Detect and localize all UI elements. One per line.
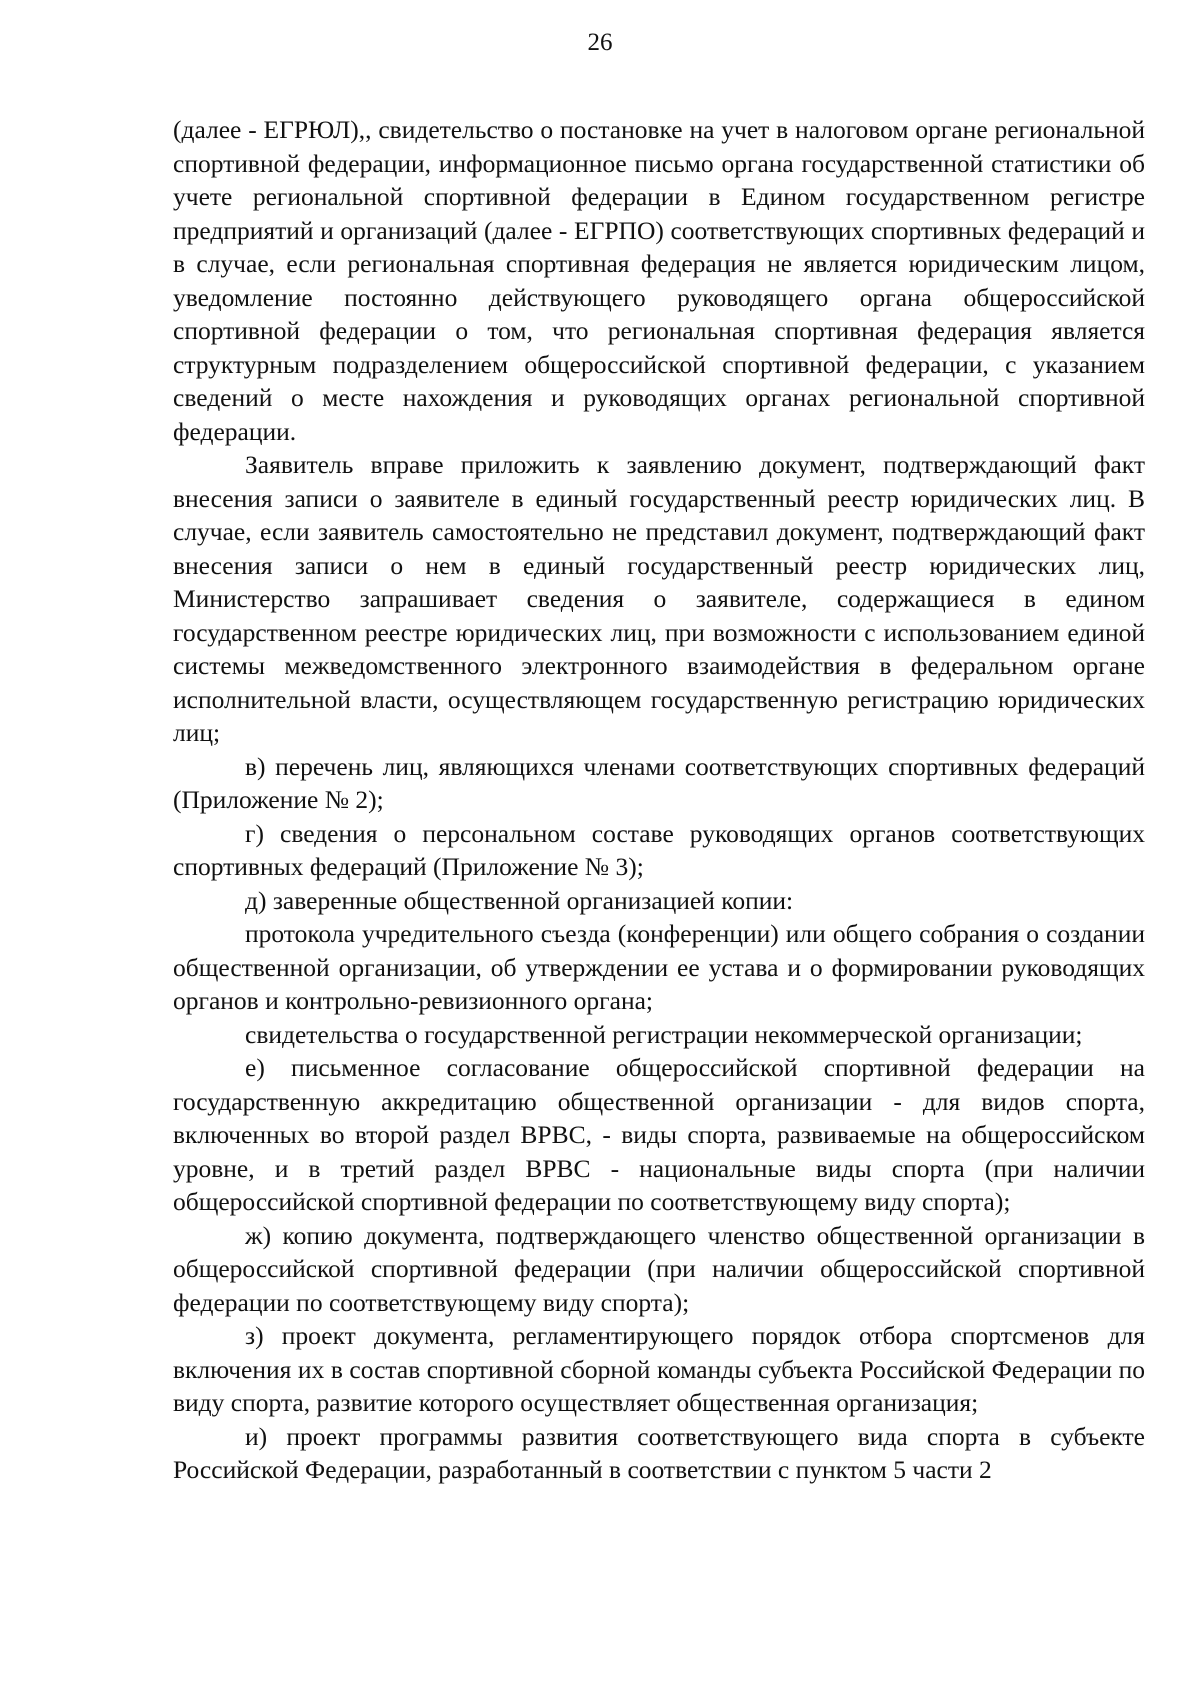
list-item-i: и) проект программы развития соответствующего вида спорта в субъекте Российской Федерации, разработанный в соответствии с пунктом 5 части 2 xyxy=(173,1421,1145,1484)
paragraph: (далее - ЕГРЮЛ),, свидетельство о постановке на учет в налоговом органе региональной спортивной федерации, информационное письмо органа государственной статистики об учете региональной спортивной федерации в Едином государственном регистре предприятий и организаций (далее - ЕГРПО) соответствующих спортивных федераций и в случае, если региональная спортивная федерация не является юридическим лицом, уведомление постоянно действующего руководящего органа общероссийской спортивной федерации о том, что региональная спортивная федерация является структурным подразделением общероссийской спортивной федерации, с указанием сведений о месте нахождения и руководящих органах региональной спортивной федерации. xyxy=(173,115,1145,446)
list-item-g: г) сведения о персональном составе руководящих органов соответствующих спортивных федераций (Приложение № 3); xyxy=(173,818,1145,881)
document-body xyxy=(173,113,1145,1487)
list-subitem-certificate: свидетельства о государственной регистрации некоммерческой организации; xyxy=(245,1019,1083,1049)
list-item-z: з) проект документа, регламентирующего порядок отбора спортсменов для включения их в состав спортивной сборной команды субъекта Российской Федерации по виду спорта, развитие которого осуществляет общественная организация; xyxy=(173,1321,1145,1417)
list-subitem-protocol: протокола учредительного съезда (конференции) или общего собрания о создании общественной организации, об утверждении ее устава и о формировании руководящих органов и контрольно-ревизионного органа; xyxy=(173,919,1145,1015)
list-item-zh: ж) копию документа, подтверждающего членство общественной организации в общероссийской спортивной федерации (при наличии общероссийской спортивной федерации по соответствующему виду спорта); xyxy=(173,1220,1145,1317)
paragraph: Заявитель вправе приложить к заявлению документ, подтверждающий факт внесения записи о заявителе в единый государственный реестр юридических лиц. В случае, если заявитель самостоятельно не представил документ, подтверждающий факт внесения записи о нем в единый государственный реестр юридических лиц, Министерство запрашивает сведения о заявителе, содержащиеся в едином государственном реестре юридических лиц, при возможности с использованием единой системы межведомственного электронного взаимодействия в федеральном органе исполнительной власти, осуществляющем государственную регистрацию юридических лиц; xyxy=(173,450,1145,747)
page-number: 26 xyxy=(587,29,613,56)
list-item-v: в) перечень лиц, являющихся членами соответствующих спортивных федераций (Приложение № 2); xyxy=(173,751,1145,814)
list-item-d: д) заверенные общественной организацией копии: xyxy=(245,885,794,915)
list-item-e: е) письменное согласование общероссийской спортивной федерации на государственную аккредитацию общественной организации - для видов спорта, включенных во второй раздел ВРВС, - виды спорта, развиваемые на общероссийском уровне, и в третий раздел ВРВС - национальные виды спорта (при наличии общероссийской спортивной федерации по соответствующему виду спорта); xyxy=(173,1053,1145,1216)
